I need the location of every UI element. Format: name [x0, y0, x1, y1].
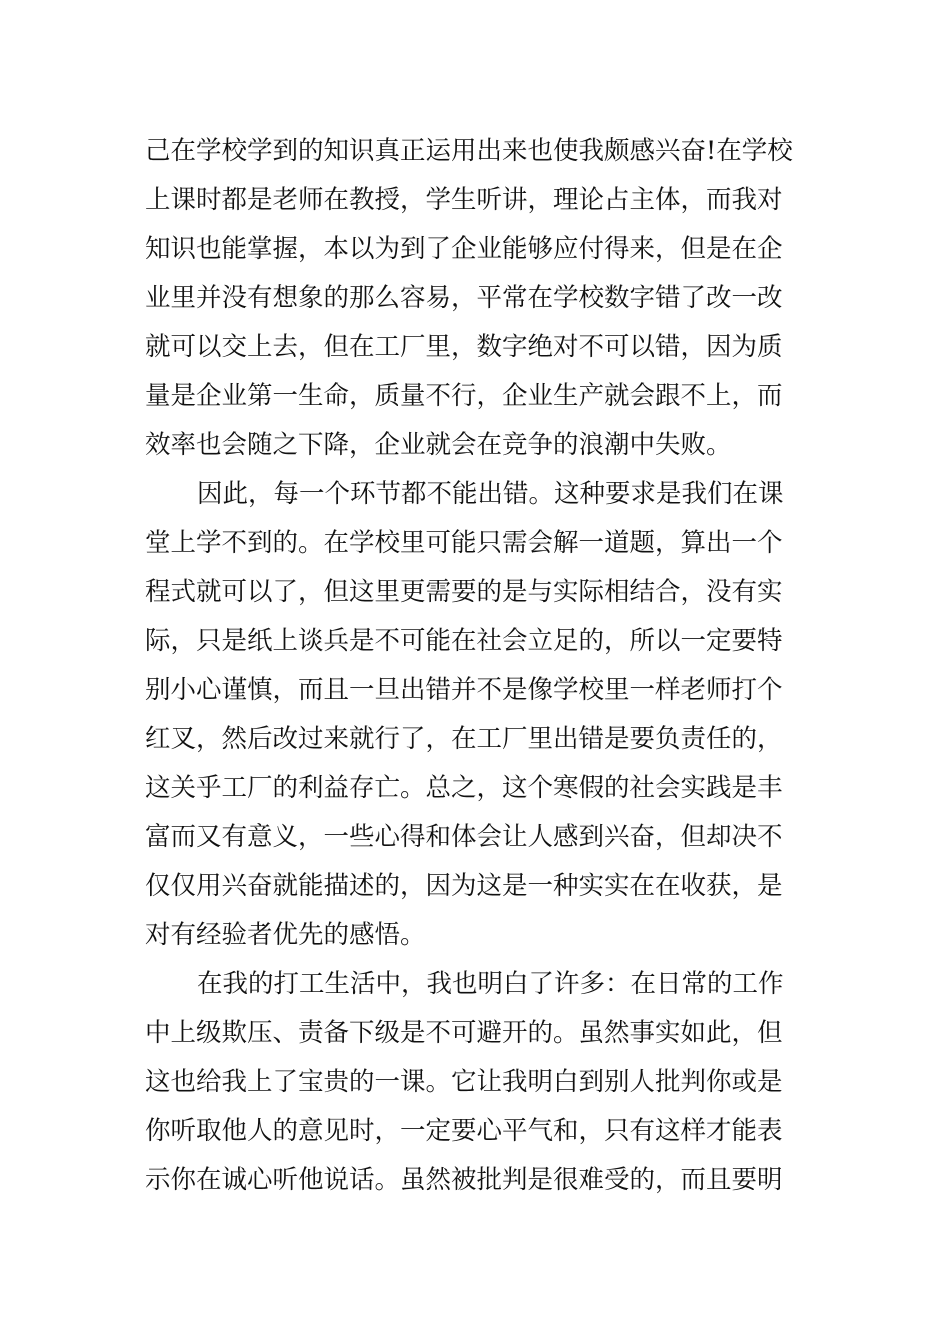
text-line: 红叉，然后改过来就行了，在工厂里出错是要负责任的，: [145, 724, 783, 754]
text-line: 量是企业第一生命，质量不行，企业生产就会跟不上，而: [145, 381, 783, 411]
text-line: 际，只是纸上谈兵是不可能在社会立足的，所以一定要特: [145, 626, 783, 656]
text-line: 仅仅用兴奋就能描述的，因为这是一种实实在在收获，是: [145, 871, 783, 901]
text-line: 效率也会随之下降，企业就会在竞争的浪潮中失败。: [145, 430, 732, 460]
paragraph-3: [145, 960, 810, 1205]
text-line: 因此，每一个环节都不能出错。这种要求是我们在课: [197, 479, 784, 509]
text-line: 这也给我上了宝贵的一课。它让我明白到别人批判你或是: [145, 1067, 783, 1097]
text-line: 知识也能掌握，本以为到了企业能够应付得来，但是在企: [145, 234, 783, 264]
paragraph-2: [145, 470, 810, 960]
text-line: 你听取他人的意见时，一定要心平气和，只有这样才能表: [145, 1116, 783, 1146]
text-line: 就可以交上去，但在工厂里，数字绝对不可以错，因为质: [145, 332, 783, 362]
text-line: 上课时都是老师在教授，学生听讲，理论占主体，而我对: [145, 185, 783, 215]
text-line: 这关乎工厂的利益存亡。总之，这个寒假的社会实践是丰: [145, 773, 783, 803]
text-line: 中上级欺压、责备下级是不可避开的。虽然事实如此，但: [145, 1018, 783, 1048]
text-line: 堂上学不到的。在学校里可能只需会解一道题，算出一个: [145, 528, 783, 558]
text-line: 别小心谨慎，而且一旦出错并不是像学校里一样老师打个: [145, 675, 783, 705]
text-line: 己在学校学到的知识真正运用出来也使我颇感兴奋!在学校: [145, 136, 793, 166]
paragraph-1: [145, 127, 810, 470]
text-line: 业里并没有想象的那么容易，平常在学校数字错了改一改: [145, 283, 783, 313]
text-line: 示你在诚心听他说话。虽然被批判是很难受的，而且要明: [145, 1165, 783, 1195]
text-line: 在我的打工生活中，我也明白了许多：在日常的工作: [197, 969, 784, 999]
body-text: [145, 127, 810, 1205]
text-line: 对有经验者优先的感悟。: [145, 920, 426, 950]
text-line: 富而又有意义，一些心得和体会让人感到兴奋，但却决不: [145, 822, 783, 852]
text-line: 程式就可以了，但这里更需要的是与实际相结合，没有实: [145, 577, 783, 607]
